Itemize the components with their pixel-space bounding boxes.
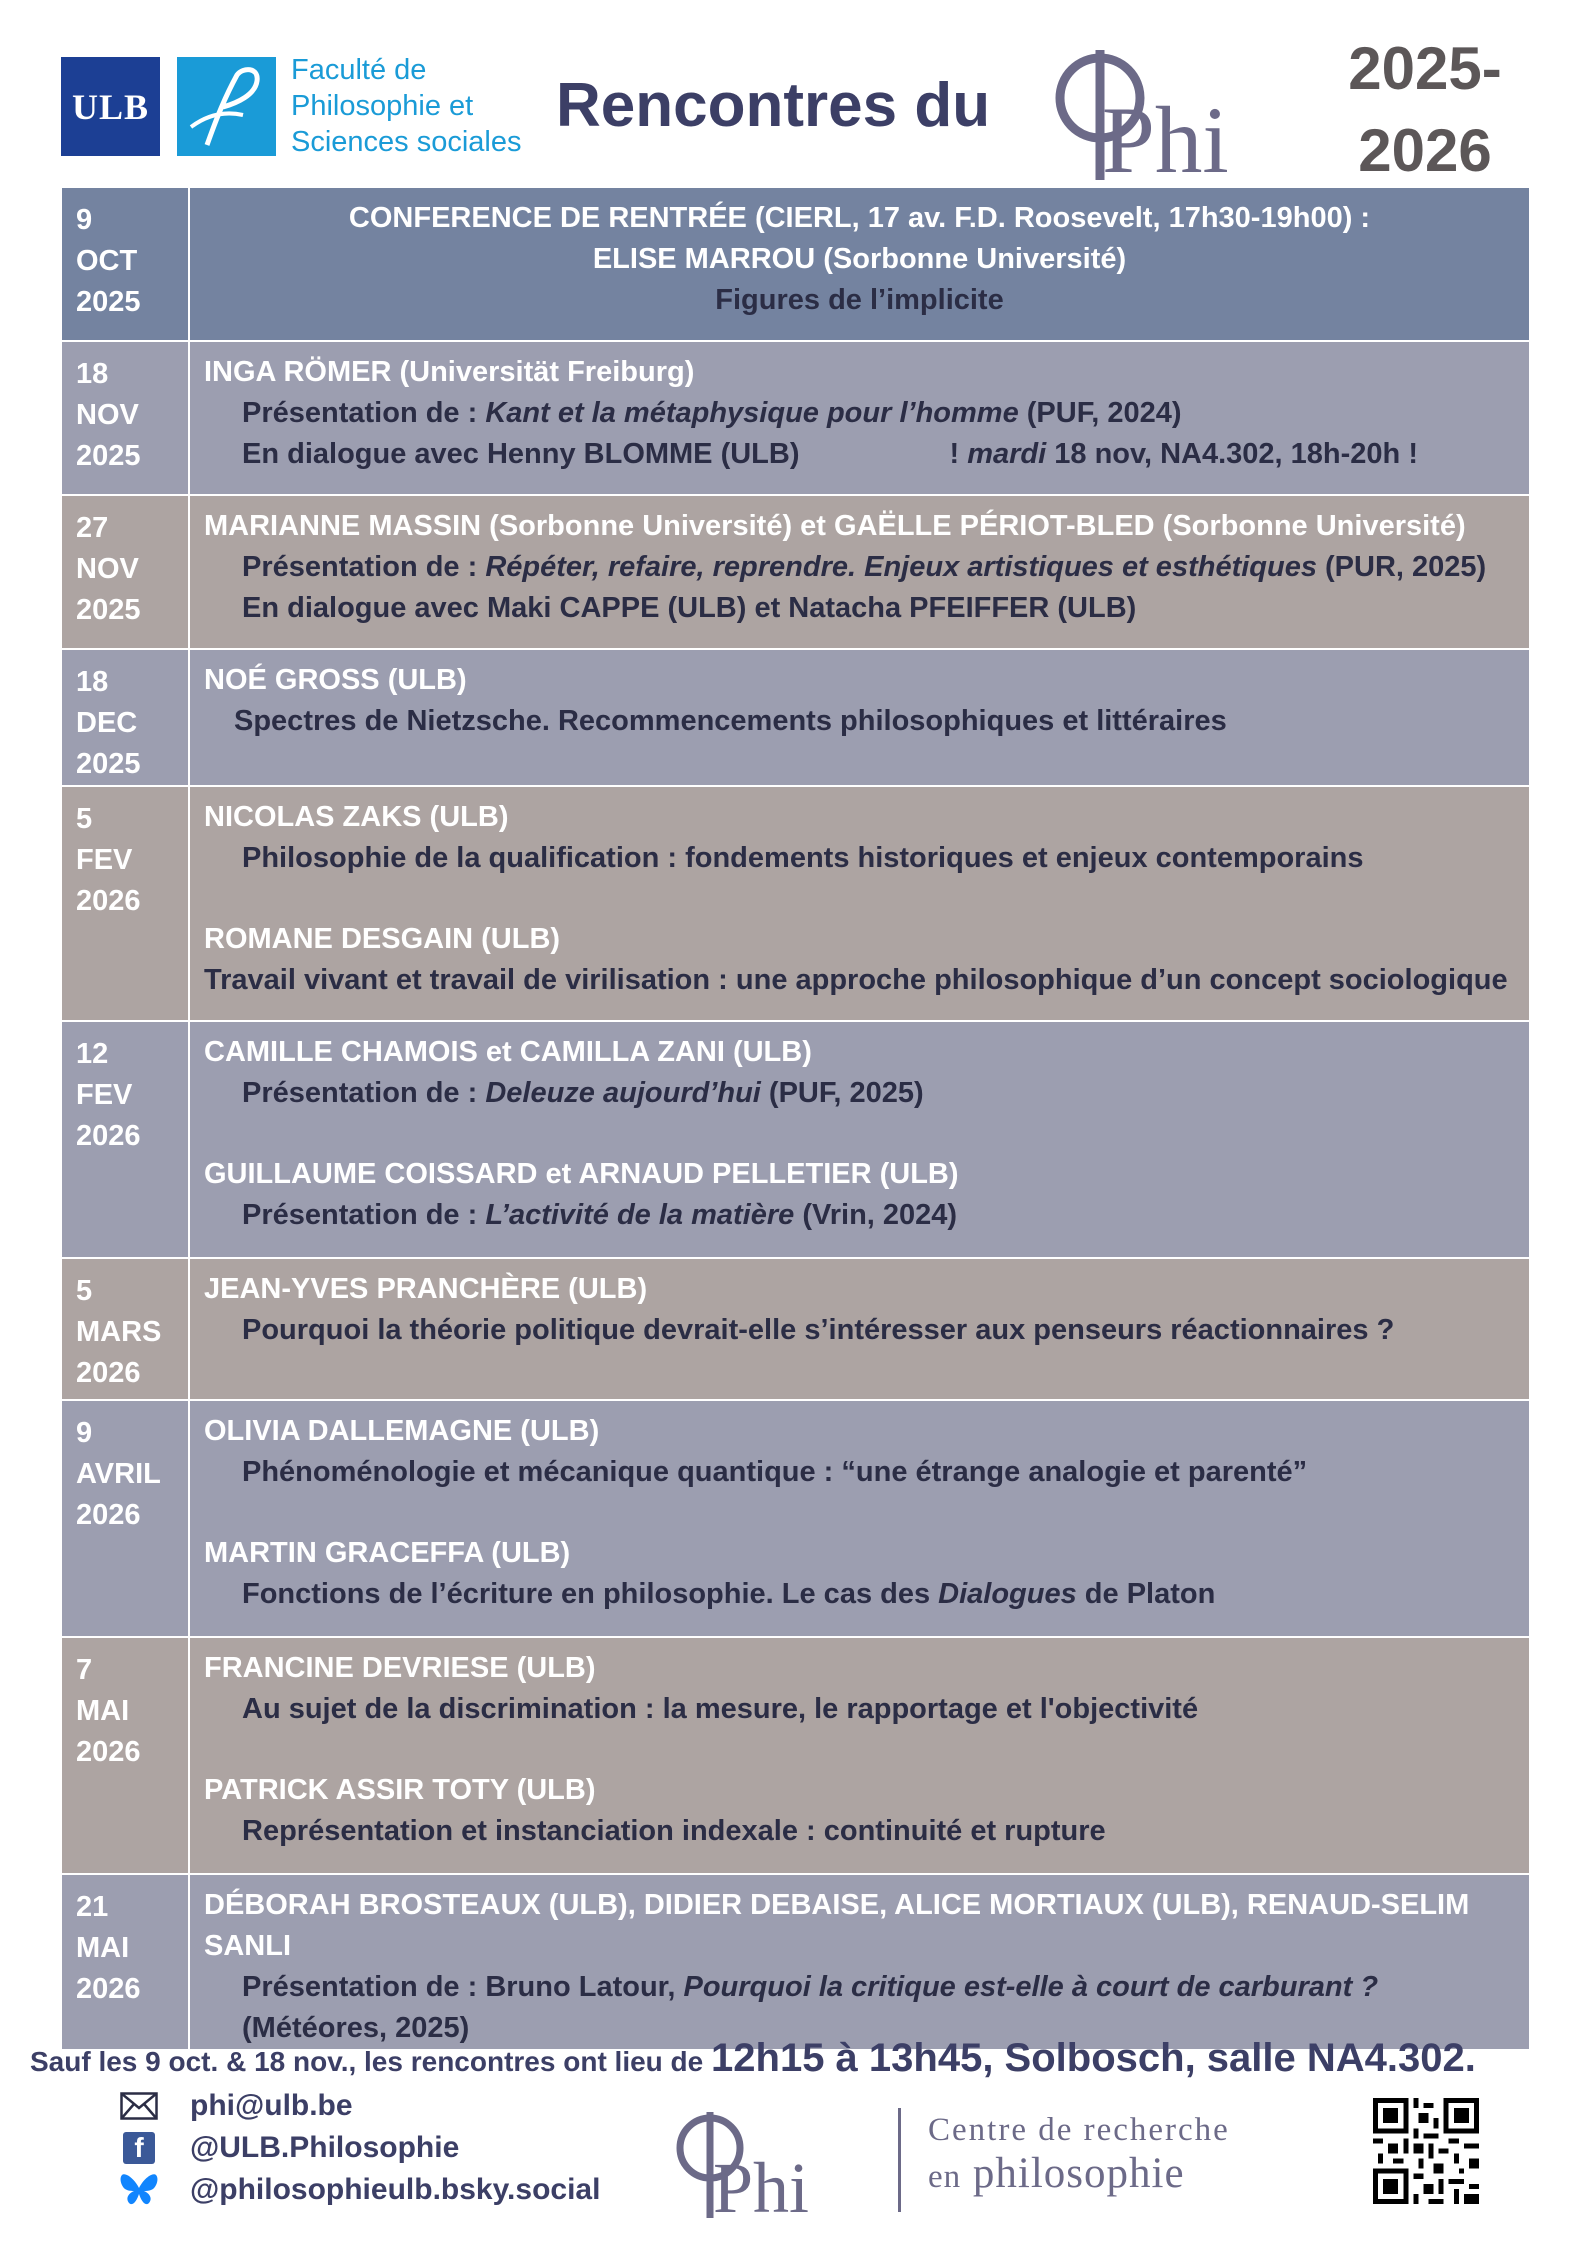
spacer xyxy=(204,879,1529,919)
date-month: NOV xyxy=(76,553,139,585)
event-title xyxy=(204,1574,1529,1615)
event-presentation xyxy=(204,1073,1529,1114)
date-cell xyxy=(61,649,189,786)
event-speaker: FRANCINE DEVRIESE (ULB) xyxy=(204,1652,596,1684)
event-speaker: NOÉ GROSS (ULB) xyxy=(204,664,467,696)
phi-logo xyxy=(1040,30,1290,180)
event-title: Spectres de Nietzsche. Recommencements philosophiques et littéraires xyxy=(234,705,1227,737)
table-row xyxy=(61,786,1530,1021)
book-title: Deleuze aujourd’hui xyxy=(485,1077,761,1109)
event-speaker: CAMILLE CHAMOIS et CAMILLA ZANI (ULB) xyxy=(204,1036,812,1068)
date-year: 2025 xyxy=(76,440,141,472)
spacer xyxy=(204,1730,1529,1770)
faculty-name-line: Philosophie et xyxy=(291,90,474,122)
year-line-2: 2026 xyxy=(1358,117,1492,184)
table-row xyxy=(61,1874,1530,2050)
date-cell xyxy=(61,187,189,341)
publisher: (Météores, 2025) xyxy=(242,2012,470,2044)
event-dialogue xyxy=(204,434,1529,475)
event-title: Pourquoi la théorie politique devrait-elle s’intéresser aux penseurs réactionnaires ? xyxy=(242,1314,1395,1346)
date-year: 2026 xyxy=(76,1120,141,1152)
contact-bluesky[interactable] xyxy=(118,2169,600,2211)
event-speaker: ELISE MARROU (Sorbonne Université) xyxy=(592,243,1127,275)
presentation-prefix: Présentation de : xyxy=(242,1077,486,1109)
ulb-logo: ULB xyxy=(61,57,160,156)
date-day: 7 xyxy=(76,1654,93,1686)
table-row xyxy=(61,649,1530,786)
publisher: (PUR, 2025) xyxy=(1316,551,1487,583)
event-title: Au sujet de la discrimination : la mesure, le rapportage et l'objectivité xyxy=(242,1693,1199,1725)
event-speaker: INGA RÖMER (Universität Freiburg) xyxy=(204,356,695,388)
event-cell xyxy=(189,1021,1530,1258)
table-row xyxy=(61,1637,1530,1874)
date-day: 18 xyxy=(76,666,109,698)
date-year: 2026 xyxy=(76,1357,141,1389)
bluesky-icon xyxy=(118,2171,160,2209)
mail-icon xyxy=(118,2087,160,2125)
phi-logo-text: Phi xyxy=(1102,87,1229,180)
date-month: OCT xyxy=(76,245,138,277)
faculty-logo xyxy=(177,57,276,156)
faculty-name xyxy=(291,52,551,160)
contact-email[interactable] xyxy=(118,2085,600,2127)
publisher: (PUF, 2025) xyxy=(760,1077,924,1109)
year-line-1: 2025- xyxy=(1348,35,1502,102)
event-speaker: OLIVIA DALLEMAGNE (ULB) xyxy=(204,1415,600,1447)
centre-name xyxy=(928,2112,1230,2202)
contact-facebook[interactable] xyxy=(118,2127,600,2169)
email-link[interactable]: phi@ulb.be xyxy=(190,2089,353,2122)
title-prefix: Fonctions de l’écriture en philosophie. Le cas des xyxy=(242,1578,939,1610)
event-speaker: DÉBORAH BROSTEAUX (ULB), DIDIER DEBAISE, ALICE MORTIAUX (ULB), RENAUD-SELIM SANLI xyxy=(204,1889,1470,1962)
date-cell xyxy=(61,1637,189,1874)
event-title: Philosophie de la qualification : fondements historiques et enjeux contemporains xyxy=(242,842,1364,874)
date-cell xyxy=(61,1021,189,1258)
centre-name-prefix: en xyxy=(928,2159,962,2195)
title-italic: Dialogues xyxy=(938,1578,1077,1610)
date-day: 5 xyxy=(76,803,93,835)
facebook-link[interactable]: @ULB.Philosophie xyxy=(190,2131,460,2164)
date-year: 2025 xyxy=(76,594,141,626)
date-day: 9 xyxy=(76,204,93,236)
bluesky-link[interactable]: @philosophieulb.bsky.social xyxy=(190,2173,601,2206)
program-table xyxy=(60,186,1531,2051)
event-speaker: JEAN-YVES PRANCHÈRE (ULB) xyxy=(204,1273,648,1305)
event-cell xyxy=(189,1258,1530,1400)
table-row xyxy=(61,1021,1530,1258)
date-year: 2026 xyxy=(76,1973,141,2005)
event-cell xyxy=(189,786,1530,1021)
date-cell xyxy=(61,495,189,649)
event-cell xyxy=(189,1400,1530,1637)
event-cell xyxy=(189,1637,1530,1874)
event-presentation xyxy=(204,1195,1529,1236)
faculty-name-line: Faculté de xyxy=(291,54,427,86)
event-cell xyxy=(189,495,1530,649)
event-dialogue: En dialogue avec Maki CAPPE (ULB) et Natacha PFEIFFER (ULB) xyxy=(242,592,1137,624)
event-title: Travail vivant et travail de virilisation : une approche philosophique d’un concept sociologique xyxy=(204,964,1508,996)
year-title xyxy=(1325,28,1525,192)
event-title: Figures de l’implicite xyxy=(715,284,1004,316)
spacer xyxy=(204,1114,1529,1154)
event-speaker: GUILLAUME COISSARD et ARNAUD PELLETIER (ULB) xyxy=(204,1158,959,1190)
date-month: NOV xyxy=(76,399,139,431)
date-month: FEV xyxy=(76,844,133,876)
note-day: mardi xyxy=(967,438,1047,470)
date-month: FEV xyxy=(76,1079,133,1111)
presentation-prefix: Présentation de : xyxy=(242,397,486,429)
date-year: 2025 xyxy=(76,748,141,780)
table-row xyxy=(61,187,1530,341)
qr-code[interactable] xyxy=(1373,2098,1479,2204)
event-presentation xyxy=(204,1967,1529,2008)
date-year: 2026 xyxy=(76,1736,141,1768)
book-title: L’activité de la matière xyxy=(485,1199,795,1231)
contact-list xyxy=(118,2085,600,2211)
note-details: 18 nov, NA4.302, 18h-20h ! xyxy=(1046,438,1418,470)
dialogue-text: En dialogue avec Henny BLOMME (ULB) xyxy=(242,438,800,470)
event-cell xyxy=(189,341,1530,495)
centre-name-line-2 xyxy=(928,2149,1230,2202)
title-suffix: de Platon xyxy=(1076,1578,1216,1610)
phi-logo-small-text: Phi xyxy=(713,2148,810,2220)
book-title: Pourquoi la critique est-elle à court de carburant ? xyxy=(683,1971,1379,2003)
page-title: Rencontres du xyxy=(556,71,991,140)
date-day: 9 xyxy=(76,1417,93,1449)
date-month: MAI xyxy=(76,1932,130,1964)
date-year: 2026 xyxy=(76,1499,141,1531)
table-row xyxy=(61,1258,1530,1400)
publisher: (Vrin, 2024) xyxy=(794,1199,958,1231)
footer-note-schedule: 12h15 à 13h45, Solbosch, salle NA4.302. xyxy=(711,2036,1476,2080)
book-title: Kant et la métaphysique pour l’homme xyxy=(485,397,1019,429)
date-cell xyxy=(61,1874,189,2050)
publisher: (PUF, 2024) xyxy=(1018,397,1182,429)
event-presentation xyxy=(204,547,1529,588)
presentation-prefix: Présentation de : xyxy=(242,1199,486,1231)
event-cell xyxy=(189,649,1530,786)
centre-name-word: philosophie xyxy=(972,2150,1185,2197)
event-presentation xyxy=(204,393,1529,434)
date-day: 21 xyxy=(76,1891,109,1923)
date-year: 2025 xyxy=(76,286,141,318)
event-speaker: NICOLAS ZAKS (ULB) xyxy=(204,801,509,833)
divider xyxy=(898,2108,901,2212)
date-day: 27 xyxy=(76,512,109,544)
date-cell xyxy=(61,1400,189,1637)
footer-note-text: Sauf les 9 oct. & 18 nov., les rencontres ont lieu de xyxy=(30,2046,712,2077)
table-row xyxy=(61,341,1530,495)
event-speaker: PATRICK ASSIR TOTY (ULB) xyxy=(204,1774,596,1806)
event-speaker: MARTIN GRACEFFA (ULB) xyxy=(204,1537,571,1569)
date-day: 18 xyxy=(76,358,109,390)
date-month: MAI xyxy=(76,1695,130,1727)
date-cell xyxy=(61,341,189,495)
date-cell xyxy=(61,1258,189,1400)
spacer xyxy=(204,1493,1529,1533)
date-month: AVRIL xyxy=(76,1458,161,1490)
centre-name-line-1: Centre de recherche xyxy=(928,2112,1230,2148)
date-year: 2026 xyxy=(76,885,141,917)
event-title: Phénoménologie et mécanique quantique : “une étrange analogie et parenté” xyxy=(242,1456,1308,1488)
book-title: Répéter, refaire, reprendre. Enjeux artistiques et esthétiques xyxy=(485,551,1317,583)
facebook-icon: f xyxy=(118,2129,160,2167)
date-day: 5 xyxy=(76,1275,93,1307)
header xyxy=(0,0,1589,190)
event-heading: CONFERENCE DE RENTRÉE (CIERL, 17 av. F.D. Roosevelt, 17h30-19h00) : xyxy=(348,202,1371,234)
note-prefix: ! xyxy=(949,438,968,470)
presentation-prefix: Présentation de : xyxy=(242,551,486,583)
date-month: MARS xyxy=(76,1316,162,1348)
date-month: DEC xyxy=(76,707,138,739)
presentation-prefix: Présentation de : Bruno Latour, xyxy=(242,1971,684,2003)
faculty-name-line: Sciences sociales xyxy=(291,126,522,158)
event-speaker: MARIANNE MASSIN (Sorbonne Université) et GAËLLE PÉRIOT-BLED (Sorbonne Université) xyxy=(204,510,1466,542)
event-title: Représentation et instanciation indexale : continuité et rupture xyxy=(242,1815,1106,1847)
table-row xyxy=(61,1400,1530,1637)
phi-centre-logo xyxy=(665,2100,870,2220)
date-day: 12 xyxy=(76,1038,109,1070)
date-cell xyxy=(61,786,189,1021)
footer-note xyxy=(30,2036,1570,2081)
event-cell xyxy=(189,1874,1530,2050)
table-row xyxy=(61,495,1530,649)
schedule-note xyxy=(950,434,1418,475)
faculty-logo-mark-icon xyxy=(177,57,276,156)
event-speaker: ROMANE DESGAIN (ULB) xyxy=(204,923,561,955)
event-cell xyxy=(189,187,1530,341)
